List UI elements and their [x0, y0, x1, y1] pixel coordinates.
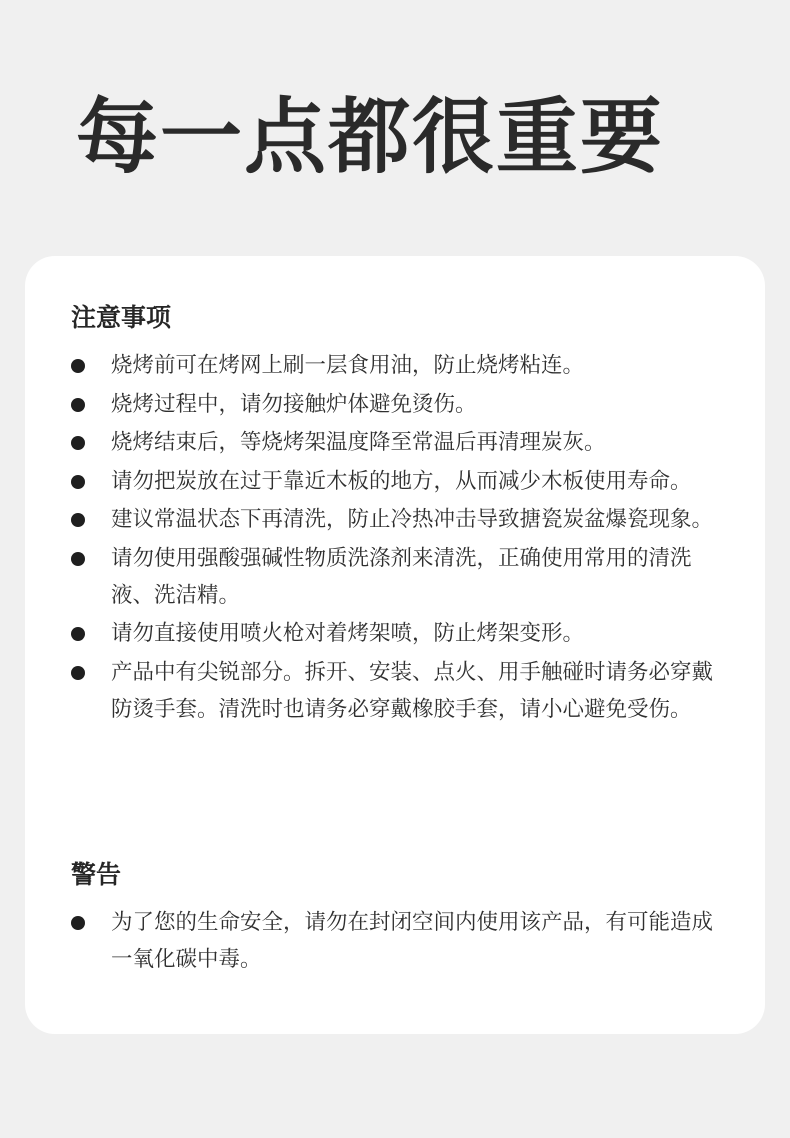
bullet-icon	[71, 398, 85, 412]
bullet-icon	[71, 666, 85, 680]
list-item	[71, 347, 731, 384]
warning-list	[71, 904, 731, 980]
bullet-icon	[71, 627, 85, 641]
bullet-icon	[71, 475, 85, 489]
list-item-text: 请勿直接使用喷火枪对着烤架喷，防止烤架变形。	[111, 621, 585, 646]
notice-card	[25, 256, 765, 1034]
bullet-icon	[71, 436, 85, 450]
list-item-text: 建议常温状态下再清洗，防止冷热冲击导致搪瓷炭盆爆瓷现象。	[111, 507, 714, 532]
list-item-text: 请勿把炭放在过于靠近木板的地方，从而减少木板使用寿命。	[111, 468, 692, 494]
list-item	[71, 424, 731, 461]
list-item	[71, 654, 731, 728]
list-item-text: 烧烤结束后，等烧烤架温度降至常温后再清理炭灰。	[111, 430, 606, 455]
list-item-text: 为了您的生命安全，请勿在封闭空间内使用该产品，有可能造成一氧化碳中毒。	[111, 910, 714, 972]
list-item-text: 请勿使用强酸强碱性物质洗涤剂来清洗，正确使用常用的清洗液、洗洁精。	[111, 545, 692, 608]
list-item	[71, 904, 731, 978]
list-item-text: 产品中有尖锐部分。拆开、安装、点火、用手触碰时请务必穿戴防烫手套。清洗时也请务必穿戴橡胶手套，请小心避免受伤。	[111, 659, 714, 722]
list-item	[71, 501, 731, 538]
list-item	[71, 386, 731, 423]
notes-title: 注意事项	[71, 303, 172, 332]
list-item-text: 烧烤过程中，请勿接触炉体避免烫伤。	[111, 391, 477, 417]
bullet-icon	[71, 916, 85, 930]
bullet-icon	[71, 552, 85, 566]
bullet-icon	[71, 513, 85, 527]
warning-title: 警告	[71, 860, 122, 889]
page-headline: 每一点都很重要	[76, 90, 665, 185]
list-item-text: 烧烤前可在烤网上刷一层食用油，防止烧烤粘连。	[111, 353, 585, 378]
list-item	[71, 463, 731, 500]
notes-list	[71, 347, 731, 729]
bullet-icon	[71, 359, 85, 373]
list-item	[71, 540, 731, 614]
list-item	[71, 615, 731, 652]
